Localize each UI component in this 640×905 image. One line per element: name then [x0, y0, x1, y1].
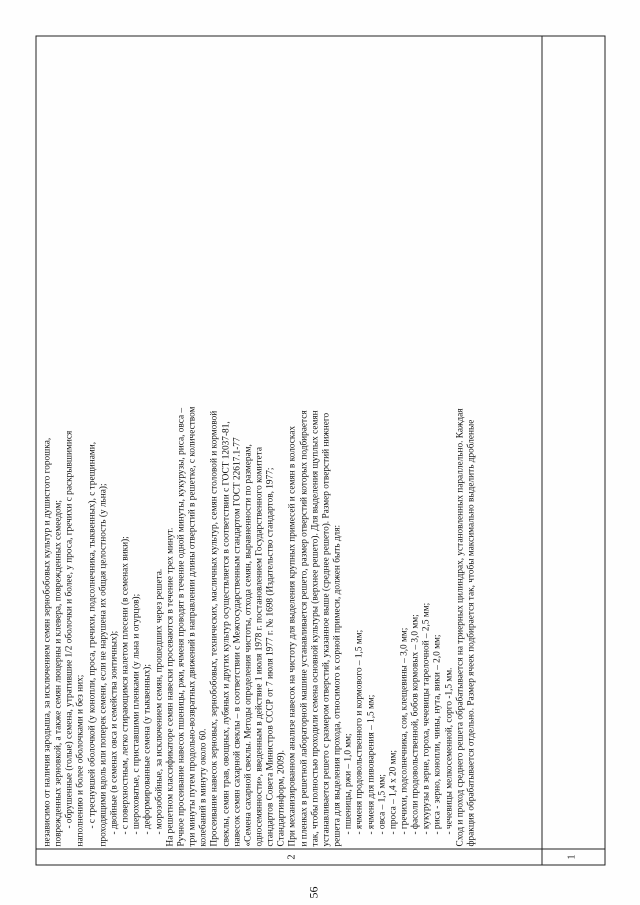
text-line: - деформированные семена (у тыквенных); [142, 663, 153, 834]
text-line: - двойные (в семенах овса и семейства зонтичных); [108, 630, 119, 834]
text-line: - шероховатые, с приставшими пленками (у льна и огурцов); [131, 593, 142, 834]
text-line: - ячменя для пивоварения – 1,5 мм; [365, 694, 376, 834]
text-line: свеклы, семян трав, овощных, лубяных и других культур осуществляется в соответствии с ГОСТ 12037-81, [220, 420, 231, 846]
text-line: колебаний в минуту около 60. [198, 727, 209, 846]
text-line: наполнению и более оболочками и без них; [75, 674, 86, 846]
text-line: - обрушенные (голые) семена, утратившие 1/2 оболочки и более, у проса, гречихи с раскрывшимися [64, 430, 75, 828]
text-line: Ручное просеивание навесок пшеницы, ржи, ячменя проводят в течение одной минуты, кукурузы, риса, овса – [175, 407, 186, 846]
text-line: При механизированном анализе навесок на чистоту для выделения крупных примесей и семян в колосках [287, 425, 298, 846]
text-line: устанавливается решето с размером отверстий, указанное выше (среднее решето). Размер отверстий нижнего [320, 412, 331, 846]
text-line: три минуты путем продольно-возвратных движений в направлении длины отверстий в решетке, с количеством [187, 406, 198, 846]
text-line: Стандартинформ, 2009). [276, 749, 287, 846]
column-header-1: 1 [566, 854, 577, 859]
text-line: - ячменя продовольственного и кормового – 1,5 мм; [354, 629, 365, 834]
text-line: - гречихи, подсолнечника, сои, клещевины – 3,0 мм; [399, 627, 409, 834]
text-line: - проса – 1,4 х 20 мм; [387, 749, 398, 834]
text-line: односемянности», введенным в действие 1 июля 1978 г. постановлением Государственного комитета [253, 446, 264, 846]
text-line: - с треснувшей оболочкой (у конопли, проса, гречихи, подсолнечника, тыквенных), с трещинами, [86, 441, 97, 828]
standard-table [35, 35, 605, 865]
text-line: и пленках в решетной лабораторной машине устанавливается решето, размер отверстий которых подбирается [298, 409, 309, 846]
text-line: - овса – 1,5 мм; [376, 773, 387, 834]
column-divider [541, 36, 542, 864]
text-line: На решетном классификаторе семян навески просеваются в течение трех минут. [164, 527, 175, 846]
text-line: поврежденных зерновкой, а также семян люцерны и клевера, поврежденных семеедом; [53, 499, 64, 846]
text-line: «Семена сахарной свеклы. Методы определения чистоты, отхода семян, выравненности по размерам, [242, 443, 253, 846]
text-line: решета для выделения прохода, относимого к сорной примеси, должен быть для: [332, 524, 343, 846]
text-line: Сход и проход среднего решета обрабатывается на триерных цилиндрах, установленных параллельно. Каждая [454, 407, 465, 846]
column-header-2: 2 [286, 854, 297, 859]
text-line: навесок семян сахарной свеклы – в соответствии с Межгосударственным стандартом ГОСТ 22617.1-77 [231, 436, 242, 846]
text-line: Просеивание навесок зерновых, зернобобовых, технических, масличных культур, семян столовой и кормовой [209, 410, 220, 846]
page-number: 56 [306, 886, 320, 898]
text-line: независимо от наличия зародыша, за исключением семян зернобобовых культур и душистого горошка, [42, 437, 52, 846]
table-cell-text [42, 38, 538, 846]
text-line: - чечевицы мелкосеменной, сорго -1,5 мм. [443, 667, 454, 834]
text-line: - с поверхностным, легко стирающимся налетом плесени (в семенах вики); [120, 535, 131, 834]
text-line: так, чтобы полностью проходили семена основной культуры (верхнее решето). Для выделения щуплых семян [309, 409, 320, 846]
text-line: - пшеницы, ржи – 1,0 мм; [343, 732, 354, 834]
header-column-divider [36, 848, 604, 849]
text-line: стандартов Совета Министров СССР от 7 июля 1977 г. № 1698 (Издательство стандартов, 1977; [265, 467, 276, 846]
text-line: фракция обрабатывается отдельно. Размер ячеек подбирается так, чтобы максимально выделить дробленые [465, 419, 476, 846]
text-line: - риса - зерно, конопли, чины, нута, вики – 2,0 мм; [432, 634, 443, 834]
text-line: - кукурузы в зерне, гороха, чечевицы тарелочной – 2,5 мм; [421, 602, 432, 834]
text-line: - фасоли продовольственной, бобов кормовых – 3,0 мм; [410, 613, 421, 834]
text-line: - морозобойные, за исключением семян, прошедших через решета. [153, 568, 164, 834]
text-line: проходящими вдоль или поперек семени, если не нарушена их общая целостность (у льна); [97, 482, 108, 846]
